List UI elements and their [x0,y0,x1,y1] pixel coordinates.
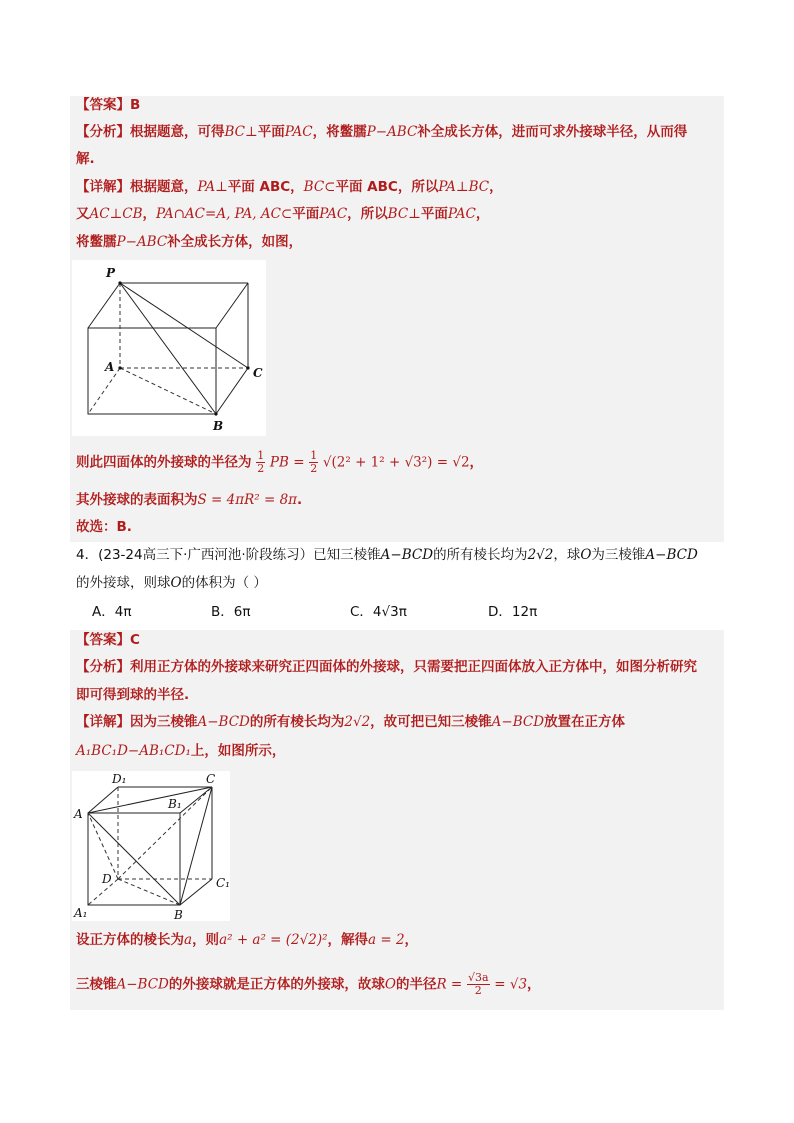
edge-db [118,879,180,905]
label-b1: B₁ [168,797,182,811]
label-a: A [105,360,115,374]
label-d1: D₁ [112,772,127,786]
edge-cb [180,787,212,905]
label-c: C [253,366,263,380]
label-c: C [206,772,216,786]
line-ab [120,368,216,414]
q3-cuboid-figure [72,260,266,436]
fraction-half-2: $\frac{1}{2}$ [310,449,318,475]
q4-option-d: D．12π [488,604,538,620]
edge-ad [88,813,118,879]
label-d: D [102,872,112,886]
line-pb [120,283,216,414]
label-p: P [106,266,116,280]
q4-detail-line2: A₁BC₁D−AB₁CD₁上，如图所示， [76,743,286,759]
q4-option-c: C．4√3π [350,604,407,620]
q4-edge-line: 设正方体的棱长为a，则a² + a² = (2√2)²，解得a = 2， [76,932,419,948]
q4-analysis-line2: 即可得到球的半径. [76,687,190,703]
q3-answer: 【答案】B [76,97,141,113]
q3-detail-line3: 将鳖臑P−ABC补全成长方体，如图， [76,234,303,250]
q3-analysis-line2: 解. [76,151,95,167]
q4-stem-line1: 4．(23-24高三下·广西河池·阶段练习）已知三棱锥A−BCD的所有棱长均为2√2，球O为三棱锥A−BCD [76,547,698,563]
q4-cube-figure [72,771,230,921]
edge-ab [88,813,180,905]
label-a: A [74,807,83,821]
q4-stem-line2: 的外接球，则球O的体积为（ ） [76,575,267,591]
q4-detail-line1: 【详解】因为三棱锥A−BCD的所有棱长均为2√2，故可把已知三棱锥A−BCD放置在正方体 [76,714,626,730]
edge-dc [118,787,212,879]
label-b: B [174,908,183,921]
q4-analysis-line1: 【分析】利用正方体的外接球来研究正四面体的外接球，只需要把正四面体放入正方体中，如图分析研究 [76,659,697,675]
q4-answer: 【答案】C [76,632,140,648]
q4-final-line: 三棱锥A−BCD的外接球就是正方体的外接球，故球O的半径R = $\frac{√3a}{2}$ = √3， [76,971,541,997]
cuboid-diagram [72,260,266,436]
q3-detail-line2: 又AC⊥CB，PA∩AC=A, PA, AC⊂平面PAC，所以BC⊥平面PAC， [76,206,490,222]
fraction-radius: $\frac{√3a}{2}$ [467,971,489,997]
q4-option-b: B．6π [211,604,251,620]
fraction-half: $\frac{1}{2}$ [257,449,265,475]
cube-diagram [72,771,230,921]
q3-surface-line: 其外接球的表面积为S = 4πR² = 8π. [76,492,303,508]
q4-option-a: A．4π [92,604,132,620]
q3-radius-line: 则此四面体的外接球的半径为 $\frac{1}{2}$ PB = $\frac{1}{2}$ √(2² + 1² + √3²) = √2， [76,449,484,475]
q3-detail-line1: 【详解】根据题意，PA⊥平面 ABC，BC⊂平面 ABC，所以PA⊥BC， [76,179,503,195]
q3-analysis-line1: 【分析】根据题意，可得BC⊥平面PAC，将鳖臑P−ABC补全成长方体，进而可求外接球半径，从而得 [76,124,688,140]
q3-choose: 故选：B. [76,519,132,535]
label-c1: C₁ [216,876,230,890]
label-a1: A₁ [74,906,88,920]
edge-ac [88,787,212,813]
line-pc [120,283,248,368]
label-b: B [213,419,224,433]
